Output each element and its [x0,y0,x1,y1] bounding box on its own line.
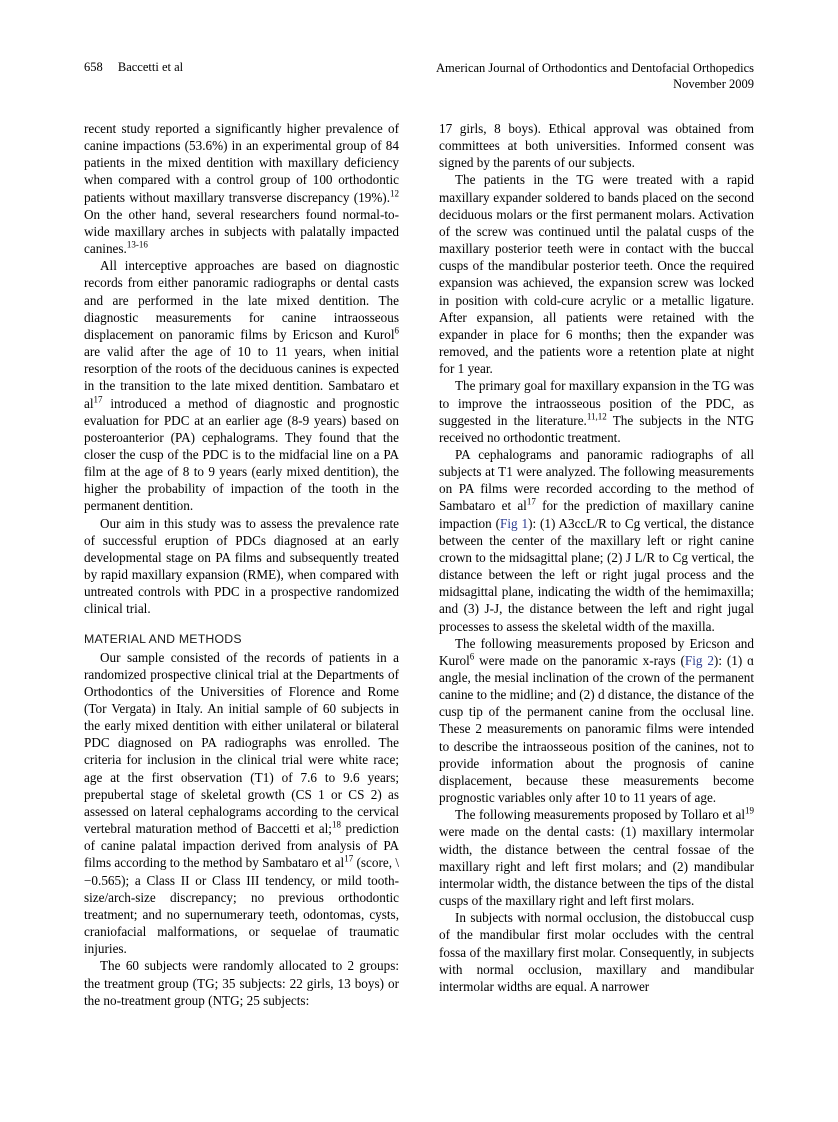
page-header [84,60,754,100]
page-number: 658 [84,60,103,74]
header-left [84,60,183,75]
paragraph-r1: 17 girls, 8 boys). Ethical approval was obtained from committees at both universities. Informed consent was signed by the parents of our subjects. [439,121,754,171]
paragraph-p2: All interceptive approaches are based on diagnostic records from either panoramic radiographs or dental casts and are performed in the late mixed dentition. The diagnostic measurements for canine intraosseous displacement on panoramic films by Ericson and Kurol$^6$ are valid after the age of 10 to 11 years, when initial resorption of the roots of the deciduous canines is expected in the transition to the late mixed dentition. Sambataro et $al^{17}$ introduced a method of diagnostic and prognostic evaluation for PDC at an earlier age (8-9 years) based on posteroanterior (PA) cephalograms. They found that the closer the cusp of the PDC is to the midfacial line on a PA film at the age of 8 to 9 years (early mixed dentition), the higher the probability of impaction of the tooth in the permanent dentition. [84,258,399,514]
paragraph-p3: Our aim in this study was to assess the prevalence rate of successful eruption of PDCs diagnosed at an early developmental stage on PA films and subsequently treated by rapid maxillary expansion (RME), when compared with untreated controls with PDC in a prospective randomized clinical trial. [84,515,399,617]
issue-date: November 2009 [673,77,754,91]
paragraph-r2: The patients in the TG were treated with a rapid maxillary expander soldered to bands placed on the second deciduous molars or the first permanent molars. Activation of the screw was continued until the palatal cusps of the maxillary posterior teeth were in contact with the buccal cusps of the mandibular posterior teeth. Once the required expansion was achieved, the expansion screw was locked in position with cold-cure acrylic or a metallic ligature. After expansion, all patients were retained with the expander in place for 6 months; then the expander was removed, and the patients wore a retention plate at night for 1 year. [439,172,754,377]
left-column [84,120,399,1009]
right-column-paragraphs [439,120,754,995]
paragraph-r4: PA cephalograms and panoramic radiographs of all subjects at T1 were analyzed. The following measurements on PA films were recorded according to the method of Sambataro et $al^{17}$ for the prediction of maxillary canine impaction (Fig 1): (1) A3ccL/R to Cg vertical, the distance between the center of the maxillary left or right canine crown to the midsagittal plane; (2) J L/R to Cg vertical, the distance between the left or right jugal process and the midsagittal plane, indicating the width of the hemimaxilla; and (3) J-J, the distance between the left and right jugal processes to assess the skeletal width of the maxilla. [439,446,754,634]
paragraph-r5: The following measurements proposed by Ericson and Kurol$^6$ were made on the panoramic x-rays (Fig 2): (1) ɑ angle, the mesial inclination of the crown of the permanent canine to the midline; and (2) d distance, the distance of the cusp tip of the permanent canine from the occlusal line. These 2 measurements on panoramic films were intended to describe the intraosseous position of the canines, not to provide information about the prognosis of canine displacement, because these measurements become prognostic variables only after 10 to 11 years of age. [439,635,754,806]
right-column [439,120,754,995]
paragraph-p5: The 60 subjects were randomly allocated to 2 groups: the treatment group (TG; 35 subjects: 22 girls, 13 boys) or the no-treatment group (NTG; 25 subjects: [84,958,399,1008]
header-right [436,60,754,92]
header-authors: Baccetti et al [117,60,184,74]
paragraph-r7: In subjects with normal occlusion, the distobuccal cusp of the mandibular first molar occludes with the central fossa of the maxillary first molar. Consequently, in subjects with normal occlusion, maxillary and mandibular intermolar widths are equal. A narrower [439,910,754,994]
paragraph-r3: The primary goal for maxillary expansion in the TG was to improve the intraosseous position of the PDC, as suggested in the literature.$^{11,12}$ The subjects in the NTG received no orthodontic treatment. [439,378,754,445]
left-column-paragraphs-after-heading [84,649,399,1009]
left-column-paragraphs [84,120,399,618]
paragraph-r6: The following measurements proposed by Tollaro et $al^{19}$ were made on the dental casts: (1) maxillary intermolar width, the distance between the central fossae of the maxillary right and left first molars; and (2) mandibular intermolar width, the distance between the tips of the distal cusps of the maxillary right and left first molars. [439,805,754,909]
section-heading-material-and-methods: MATERIAL AND METHODS [84,631,242,646]
paragraph-p4: Our sample consisted of the records of patients in a randomized prospective clinical trial at the Departments of Orthodontics of the Universities of Florence and Rome (Tor Vergata) in Italy. An initial sample of 60 subjects in the early mixed dentition with either unilateral or bilateral PDC diagnosed on PA radiographs was enrolled. The criteria for inclusion in the clinical trial were white race; age at the first observation (T1) of 7.6 to 9.6 years; prepubertal stage of skeletal growth (CS 1 or CS 2) as assessed on lateral cephalograms according to the cervical vertebral maturation method of Baccetti et al;$^{18}$ prediction of canine palatal impaction derived from analysis of PA films according to the method by Sambataro et $al^{17}$ (score, \ −0.565); a Class II or Class III tendency, or mild tooth-size/arch-size discrepancy; no previous orthodontic treatment; and no supernumerary teeth, odontomas, cysts, craniofacial malformations, or sequelae of traumatic injuries. [84,649,399,957]
journal-title: American Journal of Orthodontics and Dentofacial Orthopedics [436,61,754,75]
paragraph-p1: recent study reported a significantly higher prevalence of canine impactions (53.6%) in an experimental group of 84 patients in the mixed dentition with maxillary deficiency when compared with a control group of 100 orthodontic patients without maxillary transverse discrepancy (19%).$^{12}$ On the other hand, several researchers found normal-to-wide maxillary arches in subjects with palatally impacted canines.$^{13-16}$ [84,121,399,257]
